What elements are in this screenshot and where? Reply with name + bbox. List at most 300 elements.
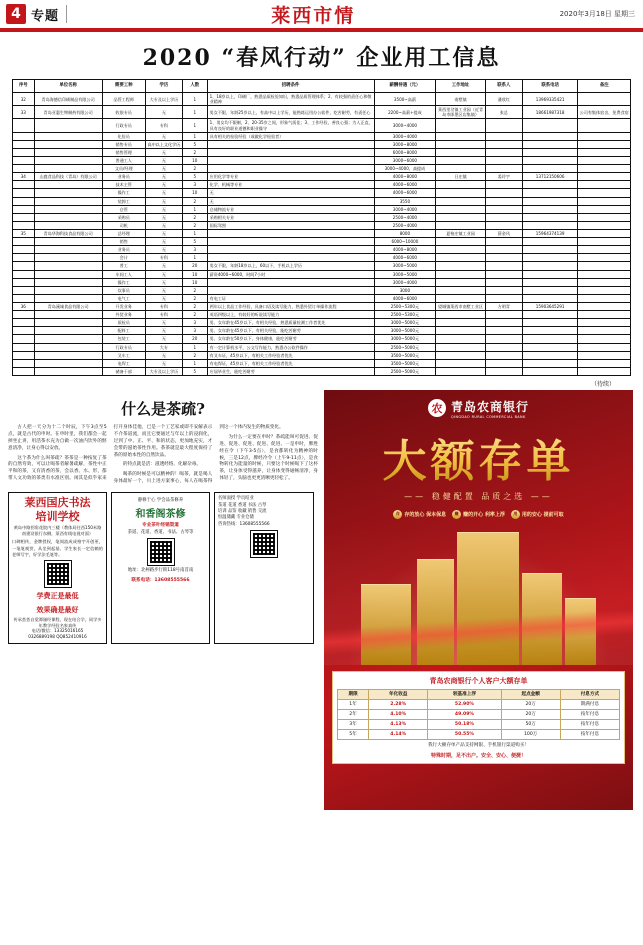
cell-note <box>578 319 631 327</box>
cell-cond: 仓储物流专业 <box>207 205 374 213</box>
cell-phone <box>522 351 578 359</box>
cell-num: 1 <box>182 343 207 351</box>
cell-job: 炊事员 <box>102 286 145 294</box>
cell-note <box>578 93 631 106</box>
bank-rate-body <box>338 699 620 739</box>
jobs-table <box>12 79 631 376</box>
cell-phone: 15964374139 <box>522 229 578 237</box>
cell-num: 5 <box>182 238 207 246</box>
ad-tea-house[interactable] <box>111 492 210 644</box>
cell-no <box>13 311 35 319</box>
cell-phone <box>522 246 578 254</box>
table-row <box>13 93 631 106</box>
bank-rate-cell: 100万 <box>501 729 560 739</box>
cell-cond: 男女不限，年龄25岁以上，有高中以上学历，能熟练运用办公软件，吃苦耐劳，有责任心 <box>207 106 374 119</box>
cell-cond: 两年以上食品工作经验，具备口语及读写能力，熟悉外贸订单操作流程 <box>207 302 374 310</box>
cell-phone <box>522 213 578 221</box>
cell-no <box>13 148 35 156</box>
cell-edu: 无 <box>145 294 182 302</box>
bank-rate-cell: 52.90% <box>428 699 501 709</box>
cell-no <box>13 246 35 254</box>
ad-calligraphy-school[interactable] <box>8 492 107 644</box>
cell-loc <box>436 311 485 319</box>
cell-note <box>578 156 631 164</box>
jobs-col-header: 学历 <box>145 80 182 93</box>
cell-no <box>13 359 35 367</box>
jobs-col-header: 序号 <box>13 80 35 93</box>
cell-loc <box>436 351 485 359</box>
cell-contact <box>485 189 522 197</box>
table-row <box>338 699 620 709</box>
ad-calligraphy-note: 传承荟荟自觉谭谨经课程，现在结合学，同学多年教学经验名家真传 <box>13 616 102 628</box>
cell-phone <box>522 327 578 335</box>
ad-calligraphy-qq: 0326889198 QQ852410916 <box>28 634 87 640</box>
cell-no <box>13 132 35 140</box>
cell-company <box>34 238 102 246</box>
cell-note <box>578 246 631 254</box>
cell-note <box>578 343 631 351</box>
table-row <box>13 367 631 375</box>
ad-tea-services-line: 恒温储藏 专业仓储 <box>218 515 254 521</box>
cell-loc <box>436 238 485 246</box>
cell-no: 34 <box>13 173 35 181</box>
cell-job: 车间工人 <box>102 270 145 278</box>
cell-phone <box>522 278 578 286</box>
cell-job: 行政专员 <box>102 343 145 351</box>
bank-rate-cell: 4.14% <box>369 729 428 739</box>
cell-note <box>578 132 631 140</box>
cell-job: 销售专员 <box>102 140 145 148</box>
bank-header <box>324 398 633 419</box>
cell-loc <box>436 221 485 229</box>
bank-building-illustration <box>324 525 633 665</box>
table-row <box>13 106 631 119</box>
cell-note <box>578 197 631 205</box>
cell-company <box>34 262 102 270</box>
ad-tea-contact: 联系电话：13608555566 <box>131 577 190 583</box>
cell-company <box>34 278 102 286</box>
cell-contact <box>485 311 522 319</box>
table-row <box>13 156 631 164</box>
table-row <box>13 246 631 254</box>
cell-contact <box>485 262 522 270</box>
bank-rate-col-header: 年化收益 <box>369 689 428 699</box>
cell-cond: 化学、机械等专业 <box>207 181 374 189</box>
cell-company <box>34 351 102 359</box>
cell-pay: 3000~5000元 <box>374 319 436 327</box>
bank-rate-cell: 1年 <box>338 699 369 709</box>
qr-code-icon[interactable] <box>251 531 277 557</box>
cell-phone <box>522 262 578 270</box>
cell-note <box>578 205 631 213</box>
cell-cond: 男、女年龄在50岁以下，身体健康，能吃苦耐劳 <box>207 335 374 343</box>
cell-pay: 3000~5000元 <box>374 335 436 343</box>
cell-no <box>13 181 35 189</box>
cell-job: 操作工 <box>102 189 145 197</box>
cell-edu: 无 <box>145 270 182 278</box>
cell-contact <box>485 156 522 164</box>
cell-job: 总经理 <box>102 229 145 237</box>
cell-cond: 1、男女均不限制，2、20-35岁之间，形象气质佳；3、工作经验，善良心强；为人正直，具有良好的职业道德和职业操守 <box>207 119 374 132</box>
cell-cond <box>207 156 374 164</box>
table-row <box>13 205 631 213</box>
cell-edu: 无 <box>145 278 182 286</box>
ad-tea-top-line: 静修于心 学会品茶修养 <box>137 498 184 504</box>
cell-contact <box>485 148 522 156</box>
bank-subtitle: —— 稳健配置 品质之选 —— <box>404 491 553 501</box>
bank-rate-cell: 50万 <box>501 719 560 729</box>
bank-bullet <box>393 510 446 519</box>
table-row <box>13 181 631 189</box>
cell-job: 外贸业务 <box>102 311 145 319</box>
cell-loc <box>436 119 485 132</box>
cell-loc: 南墅镇 <box>436 93 485 106</box>
cell-note <box>578 278 631 286</box>
cell-no <box>13 367 35 375</box>
cell-contact: 潘欣红 <box>485 93 522 106</box>
bank-bullet-icon: 赚 <box>452 510 461 519</box>
bank-bullet-label: 用的安心 提前可取 <box>521 511 564 518</box>
cell-note <box>578 311 631 319</box>
cell-note <box>578 229 631 237</box>
cell-company <box>34 335 102 343</box>
cell-edu: 无 <box>145 197 182 205</box>
cell-job: 销售管理 <box>102 148 145 156</box>
bank-bullet-label: 存的放心 保本保息 <box>404 511 447 518</box>
cell-num: 3 <box>182 181 207 189</box>
cell-pay: 4000~8000 <box>374 246 436 254</box>
table-row <box>13 229 631 237</box>
cell-contact <box>485 254 522 262</box>
cell-num: 20 <box>182 335 207 343</box>
cell-contact: 姜玲字 <box>485 173 522 181</box>
article-title: 什么是茶疏? <box>121 399 205 418</box>
table-row <box>338 709 620 719</box>
ad-tea-red-line: 专业茶叶经销渠道 <box>142 522 179 528</box>
cell-note <box>578 189 631 197</box>
bank-rate-table <box>337 689 620 740</box>
cell-no <box>13 254 35 262</box>
cell-edu: 大专 <box>145 343 182 351</box>
bank-bullets <box>324 510 633 519</box>
cell-no: 32 <box>13 93 35 106</box>
cell-edu: 无 <box>145 205 182 213</box>
cell-phone <box>522 181 578 189</box>
cell-num: 1 <box>182 229 207 237</box>
cell-phone <box>522 205 578 213</box>
cell-phone <box>522 367 578 375</box>
cell-note <box>578 119 631 132</box>
cell-cond: 国际驾照 <box>207 221 374 229</box>
table-row <box>13 343 631 351</box>
cell-job: 会计 <box>102 254 145 262</box>
cell-edu: 无 <box>145 319 182 327</box>
cell-loc <box>436 359 485 367</box>
table-row <box>13 327 631 335</box>
table-row <box>13 213 631 221</box>
cell-contact <box>485 246 522 254</box>
cell-cond <box>207 246 374 254</box>
cell-num: 3 <box>182 319 207 327</box>
cell-pay: 3000~4000，高提成 <box>374 165 436 173</box>
cell-num: 5 <box>182 173 207 181</box>
jobs-table-header-row <box>13 80 631 93</box>
cell-company <box>34 319 102 327</box>
cell-pay: 4000~8000 <box>374 173 436 181</box>
cell-edu: 专科 <box>145 119 182 132</box>
cell-cond: 男、女年龄在45岁以下，有相关经验，熟悉质量检测工作者优先 <box>207 319 374 327</box>
cell-edu: 无 <box>145 156 182 164</box>
cell-company <box>34 132 102 140</box>
cell-contact <box>485 181 522 189</box>
bank-bullet-icon: 存 <box>393 510 402 519</box>
table-row <box>13 238 631 246</box>
cell-pay: 2500~4000 <box>374 213 436 221</box>
cell-phone <box>522 311 578 319</box>
cell-job: 化验员 <box>102 132 145 140</box>
cell-loc <box>436 286 485 294</box>
cell-num: 10 <box>182 270 207 278</box>
cell-loc <box>436 254 485 262</box>
cell-note <box>578 335 631 343</box>
cell-no <box>13 197 35 205</box>
cell-cond <box>207 148 374 156</box>
cell-contact <box>485 351 522 359</box>
cell-cond: 无 <box>207 197 374 205</box>
ad-calligraphy-title-2: 培训学校 <box>35 510 80 524</box>
cell-loc: 望城镇莱西市南墅工业区 <box>436 302 485 310</box>
ad-tea-services[interactable] <box>214 492 314 644</box>
cell-loc <box>436 213 485 221</box>
jobs-col-header: 联系人 <box>485 80 522 93</box>
cell-pay: 4000~6000 <box>374 189 436 197</box>
bank-ad-column <box>324 390 633 810</box>
table-row <box>338 729 620 739</box>
cell-edu: 无 <box>145 189 182 197</box>
cell-pay: 3000~4000 <box>374 278 436 286</box>
cell-phone <box>522 286 578 294</box>
cell-loc <box>436 327 485 335</box>
cell-job: 配料工 <box>102 327 145 335</box>
jobs-col-header: 备注 <box>578 80 631 93</box>
bank-rate-cell: 49.09% <box>428 709 501 719</box>
cell-num: 1 <box>182 132 207 140</box>
bank-brand-en: QINGDAO RURAL COMMERCIAL BANK <box>450 414 526 419</box>
cell-phone <box>522 197 578 205</box>
cell-cond: 有叉车证，45岁以下，有相关工作经验者优先 <box>207 351 374 359</box>
section-label: 专题 <box>31 8 60 24</box>
cell-edu: 无 <box>145 165 182 173</box>
cell-phone <box>522 254 578 262</box>
qr-code-icon[interactable] <box>45 561 71 587</box>
cell-edu: 大专及以上学历 <box>145 93 182 106</box>
jobs-col-header: 单位名称 <box>34 80 102 93</box>
cell-loc <box>436 367 485 375</box>
cell-loc <box>436 140 485 148</box>
jobs-table-wrap <box>0 79 643 390</box>
qr-code-icon[interactable] <box>148 539 174 565</box>
cell-no <box>13 221 35 229</box>
cell-edu: 无 <box>145 148 182 156</box>
cell-cond <box>207 278 374 286</box>
article-body <box>8 425 318 486</box>
cell-phone: 18661987318 <box>522 106 578 119</box>
cell-company <box>34 367 102 375</box>
cell-edu: 无 <box>145 351 182 359</box>
cell-company <box>34 246 102 254</box>
cell-contact <box>485 278 522 286</box>
cell-num: 2 <box>182 197 207 205</box>
cell-company <box>34 156 102 164</box>
cell-company <box>34 181 102 189</box>
ad-tea-services-line: 茶道 花道 香道 书法 古琴 <box>218 502 267 508</box>
cell-cond <box>207 238 374 246</box>
bank-rate-cell: 3年 <box>338 719 369 729</box>
cell-pay: 4000~6000 <box>374 181 436 189</box>
cell-cond: 应用化学等专业 <box>207 173 374 181</box>
cell-job: 仓管 <box>102 205 145 213</box>
cell-num: 2 <box>182 286 207 294</box>
cell-contact <box>485 335 522 343</box>
cell-company <box>34 286 102 294</box>
cell-no <box>13 351 35 359</box>
cell-edu: 专科 <box>145 254 182 262</box>
bank-rate-col-header: 起点金额 <box>501 689 560 699</box>
cell-company <box>34 311 102 319</box>
cell-contact <box>485 343 522 351</box>
bank-rate-cell: 20万 <box>501 709 560 719</box>
table-row <box>13 165 631 173</box>
cell-phone <box>522 140 578 148</box>
cell-job: 质检员 <box>102 319 145 327</box>
cell-pay: 3000~6000 <box>374 156 436 164</box>
cell-phone <box>522 189 578 197</box>
jobs-table-body <box>13 93 631 376</box>
cell-edu: 大专及以上学历 <box>145 367 182 375</box>
ad-calligraphy-address: 黄岛中路拐角花院内三楼（教体局往西150米路南建设银行东侧，莱西有线电视对面） <box>13 524 102 536</box>
cell-num: 3 <box>182 327 207 335</box>
cell-cond <box>207 140 374 148</box>
cell-note <box>578 327 631 335</box>
cell-loc <box>436 132 485 140</box>
cell-edu: 无 <box>145 173 182 181</box>
cell-job: 开发业务 <box>102 302 145 310</box>
cell-contact <box>485 359 522 367</box>
cell-no <box>13 343 35 351</box>
table-row <box>13 286 631 294</box>
cell-note <box>578 359 631 367</box>
cell-cond: 1、18岁以上，印刷厂，熟悉品质检验知识，熟悉品质管理体系；2、有较强的责任心和敬业精神 <box>207 93 374 106</box>
bank-rate-cell: 20万 <box>501 699 560 709</box>
cell-contact <box>485 140 522 148</box>
cell-note <box>578 254 631 262</box>
cell-pay: 2500~4000 <box>374 221 436 229</box>
cell-edu: 高中以上文化学历 <box>145 140 182 148</box>
bank-advertisement[interactable] <box>324 390 633 810</box>
cell-contact <box>485 132 522 140</box>
bank-big-title: 大额存单 <box>324 425 633 489</box>
bank-rate-cell: 按年付息 <box>560 709 619 719</box>
bank-rate-col-header: 较基准上浮 <box>428 689 501 699</box>
cell-pay: 8000 <box>374 229 436 237</box>
cell-num: 10 <box>182 156 207 164</box>
cell-num: 1 <box>182 106 207 119</box>
cell-company: 青岛溪诚食品有限公司 <box>34 302 102 310</box>
cell-note <box>578 351 631 359</box>
cell-num: 1 <box>182 93 207 106</box>
cell-job: 装卸工 <box>102 197 145 205</box>
cell-job: 采购员 <box>102 213 145 221</box>
cell-loc <box>436 335 485 343</box>
cell-company <box>34 197 102 205</box>
bank-rate-title: 青岛农商银行个人客户大额存单 <box>429 676 528 685</box>
cell-no <box>13 165 35 173</box>
cell-company: 青岛海德信印刷制品有限公司 <box>34 93 102 106</box>
cell-phone <box>522 221 578 229</box>
ad-calligraphy-phone: 电话/微信：13325016165 <box>31 628 84 634</box>
cell-job: 电气工 <box>102 294 145 302</box>
table-row <box>338 719 620 729</box>
article-paragraph: 喝茶的时候是可以精神的！喝茶，就是喝人身体最好一个，川上进方案事心，每人在喝茶得到这一个体内发生的物质变化。 <box>113 424 284 485</box>
cell-pay: 2500~5300元 <box>374 302 436 310</box>
cell-edu: 无 <box>145 327 182 335</box>
cell-job: 收银专员 <box>102 106 145 119</box>
bank-rate-cell: 2年 <box>338 709 369 719</box>
cell-contact <box>485 238 522 246</box>
cell-pay: 3000~5000 <box>374 270 436 278</box>
cell-company: 青岛华海科技食品有限公司 <box>34 229 102 237</box>
cell-company <box>34 343 102 351</box>
cell-contact: 薛金风 <box>485 229 522 237</box>
cell-pay: 3500~高薪 <box>374 93 436 106</box>
bank-rate-foot2: 特殊时期，足不出户。安全、安心、便捷！ <box>430 752 526 759</box>
cell-pay: 3500~5000元 <box>374 359 436 367</box>
ad-tea-sub-line: 茶道、花道、香道、书法、古琴等 <box>127 529 194 535</box>
jobs-col-header: 需要工种 <box>102 80 145 93</box>
ad-calligraphy-body: 口碑相传，金牌授权，笔间流成成格字开创更，一笔笔观赏，从坐到起基、学生家长一定信赖的老师写字，好学法毛笔等。 <box>12 539 103 557</box>
table-row <box>13 197 631 205</box>
jobs-col-header: 招聘条件 <box>207 80 374 93</box>
cell-num: 2 <box>182 165 207 173</box>
cell-num: 2 <box>182 148 207 156</box>
issue-date: 2020年3月18日 星期三 <box>559 10 635 18</box>
cell-cond: 无 <box>207 189 374 197</box>
cell-num: 1 <box>182 254 207 262</box>
cell-num: 10 <box>182 189 207 197</box>
cell-loc <box>436 246 485 254</box>
cell-loc <box>436 156 485 164</box>
cell-num: 2 <box>182 351 207 359</box>
cell-no: 36 <box>13 302 35 310</box>
cell-company: 山鹿食品科技（青岛）有限公司 <box>34 173 102 181</box>
cell-company <box>34 359 102 367</box>
lower-section <box>0 390 643 810</box>
cell-loc <box>436 294 485 302</box>
cell-job: 包装工 <box>102 335 145 343</box>
cell-pay: 4000~6000 <box>374 254 436 262</box>
table-row <box>13 359 631 367</box>
table-row <box>13 189 631 197</box>
jobs-col-header: 联系电话 <box>522 80 578 93</box>
cell-contact <box>485 197 522 205</box>
bank-rate-cell: 按年付息 <box>560 729 619 739</box>
cell-company <box>34 140 102 148</box>
bank-rate-cell: 4.10% <box>369 709 428 719</box>
cell-loc <box>436 189 485 197</box>
cell-job: 叉车工 <box>102 351 145 359</box>
cell-job: 电焊工 <box>102 359 145 367</box>
article-column <box>8 390 318 810</box>
